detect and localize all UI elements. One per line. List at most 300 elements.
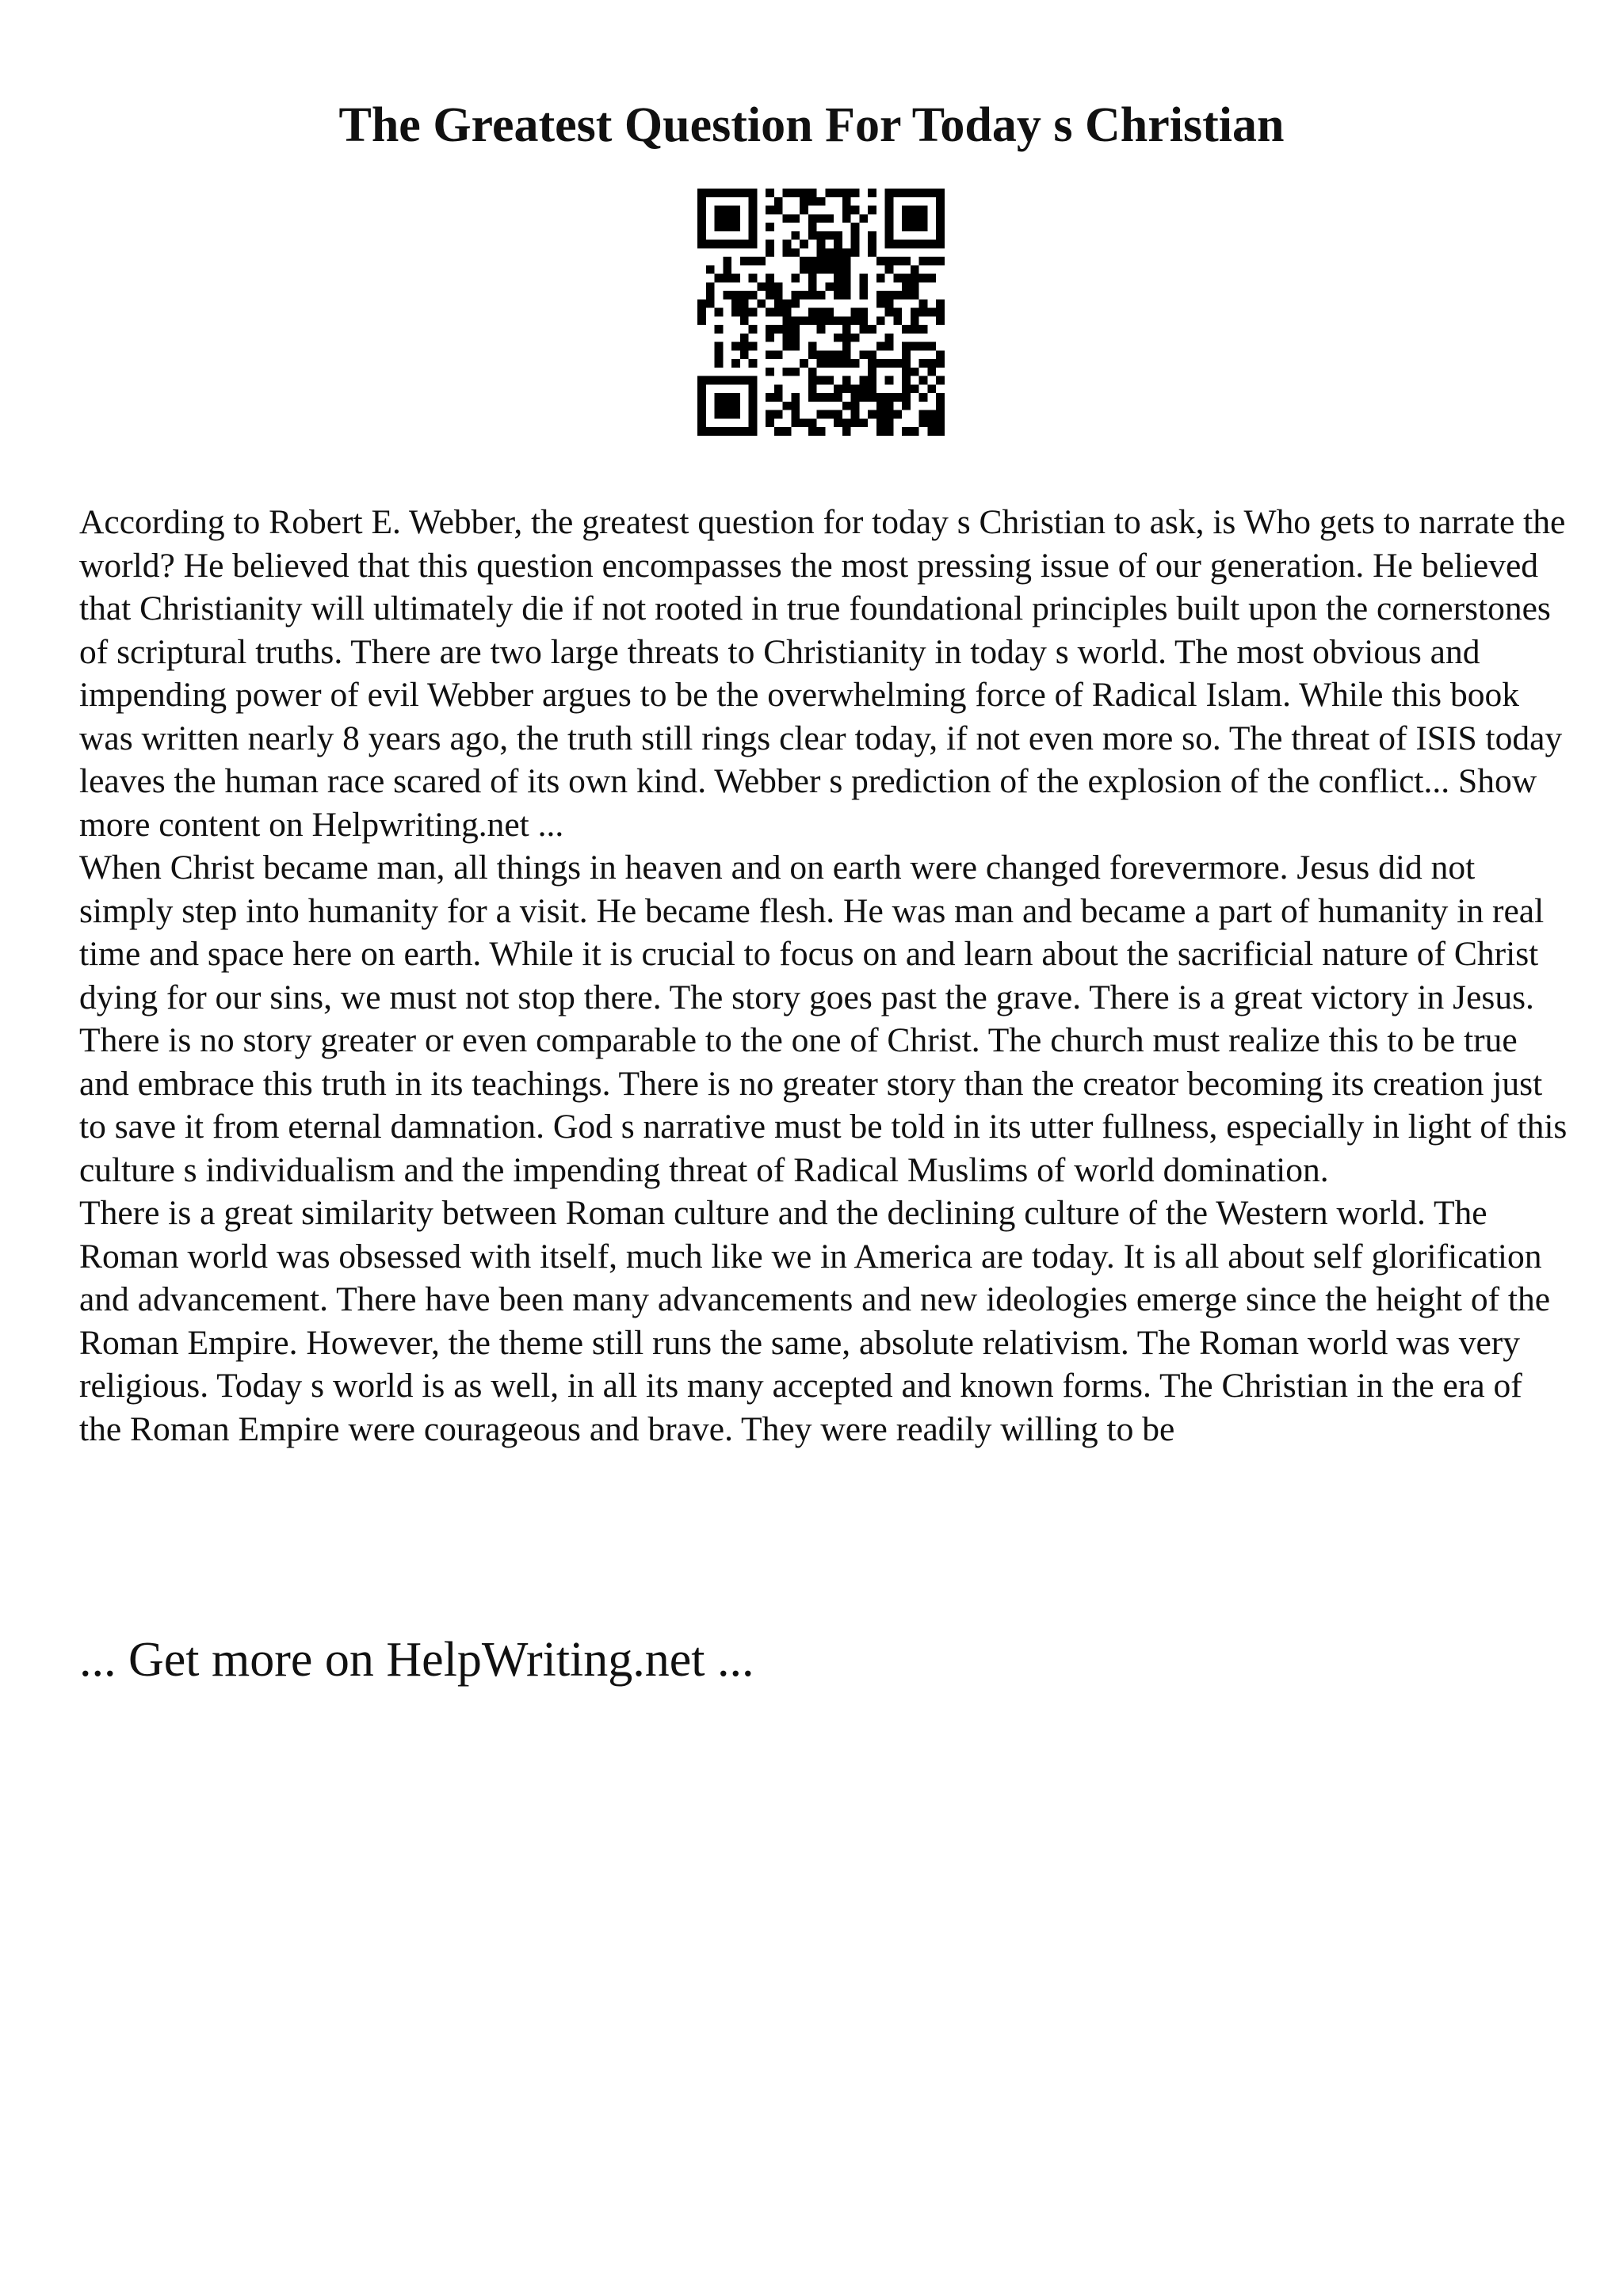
qr-module — [825, 410, 834, 419]
qr-module — [893, 316, 902, 325]
qr-module — [851, 384, 860, 393]
qr-module — [808, 265, 817, 274]
qr-module — [825, 308, 834, 317]
qr-module — [791, 316, 800, 325]
qr-module — [876, 316, 885, 325]
qr-module — [808, 316, 817, 325]
qr-module — [911, 427, 919, 436]
qr-module — [842, 376, 851, 385]
qr-module — [749, 274, 758, 283]
qr-module — [731, 359, 740, 368]
qr-module — [723, 257, 731, 265]
qr-module — [825, 316, 834, 325]
qr-module — [749, 223, 758, 231]
qr-module — [936, 257, 945, 265]
qr-module — [911, 214, 919, 223]
qr-module — [817, 359, 826, 368]
qr-module — [791, 214, 800, 223]
qr-module — [706, 427, 715, 436]
qr-module — [919, 206, 928, 215]
qr-module — [723, 393, 731, 402]
qr-module — [766, 248, 774, 257]
qr-module — [783, 248, 792, 257]
qr-module — [808, 350, 817, 359]
qr-module — [808, 197, 817, 206]
qr-module — [697, 231, 706, 240]
qr-module — [715, 359, 724, 368]
qr-module — [834, 334, 842, 342]
qr-module — [936, 402, 945, 410]
qr-module — [851, 189, 860, 197]
qr-module — [808, 368, 817, 376]
qr-module — [749, 384, 758, 393]
qr-module — [715, 427, 724, 436]
qr-module — [868, 410, 876, 419]
qr-module — [697, 240, 706, 249]
paragraph-2: When Christ became man, all things in heaven and on earth were changed forevermore. Jesus did not simply step into humanity for a visit. He became flesh. He was man and became a part of humanity in real time and space here on earth. While it is crucial to focus on and learn about the sacrificial nature of Christ dying for our sins, we must not stop there. The story goes past the grave. There is a great victory in Jesus. There is no story greater or even comparable to the one of Christ. The church must realize this to be true and embrace this truth in its teachings. There is no greater story than the creator becoming its creation just to save it from eternal damnation. God s narrative must be told in its utter fullness, especially in light of this culture s individualism and the impending threat of Radical Muslims of world domination. — [79, 849, 1568, 1189]
qr-module — [715, 393, 724, 402]
qr-module — [715, 274, 724, 283]
qr-module — [783, 189, 792, 197]
qr-module — [723, 376, 731, 385]
qr-module — [749, 308, 758, 317]
qr-module — [757, 257, 766, 265]
qr-module — [876, 393, 885, 402]
qr-module — [749, 189, 758, 197]
qr-module — [774, 282, 783, 291]
qr-module — [791, 368, 800, 376]
qr-module — [859, 350, 868, 359]
qr-module — [749, 231, 758, 240]
qr-module — [774, 427, 783, 436]
qr-module — [800, 240, 808, 249]
qr-module — [774, 206, 783, 215]
qr-module — [876, 359, 885, 368]
qr-module — [885, 410, 894, 419]
qr-module — [791, 231, 800, 240]
qr-module — [842, 350, 851, 359]
qr-module — [697, 197, 706, 206]
qr-module — [825, 393, 834, 402]
qr-module — [911, 368, 919, 376]
qr-module — [706, 282, 715, 291]
qr-module — [808, 393, 817, 402]
qr-module — [783, 334, 792, 342]
qr-module — [766, 334, 774, 342]
qr-module — [834, 393, 842, 402]
qr-module — [800, 291, 808, 299]
paragraph-1: According to Robert E. Webber, the greatest question for today s Christian to ask, is Who gets to narrate the world? He believed that this question encompasses the most pressing issue of our generation. He believed that Christianity will ultimately die if not rooted in true foundational principles built upon the cornerstones of scriptural truths. There are two large threats to Christianity in today s world. The most obvious and impending power of evil Webber argues to be the overwhelming force of Radical Islam. While this book was written nearly 8 years ago, the truth still rings clear today, if not even more so. The threat of ISIS today leaves the human race scared of its own kind. Webber s prediction of the explosion of the conflict... Show more content on Helpwriting.net ... — [79, 503, 1566, 844]
qr-module — [723, 274, 731, 283]
qr-module — [740, 334, 749, 342]
qr-module — [885, 299, 894, 308]
qr-module — [859, 308, 868, 317]
qr-module — [731, 393, 740, 402]
qr-module — [774, 308, 783, 317]
qr-module — [715, 189, 724, 197]
qr-module — [800, 265, 808, 274]
qr-module — [868, 248, 876, 257]
qr-module — [919, 342, 928, 351]
qr-module — [919, 325, 928, 334]
qr-module — [783, 427, 792, 436]
qr-module — [834, 189, 842, 197]
qr-module — [902, 342, 911, 351]
qr-code-graphic — [697, 189, 945, 436]
qr-module — [808, 427, 817, 436]
qr-module — [697, 427, 706, 436]
qr-module — [808, 214, 817, 223]
qr-module — [808, 308, 817, 317]
qr-module — [697, 206, 706, 215]
qr-module — [697, 376, 706, 385]
qr-module — [842, 206, 851, 215]
qr-module — [817, 257, 826, 265]
qr-module — [740, 376, 749, 385]
qr-module — [876, 299, 885, 308]
qr-module — [774, 197, 783, 206]
qr-module — [791, 274, 800, 283]
qr-module — [902, 350, 911, 359]
qr-module — [697, 214, 706, 223]
qr-module — [766, 274, 774, 283]
qr-module — [731, 410, 740, 419]
qr-module — [868, 376, 876, 385]
qr-module — [885, 427, 894, 436]
qr-module — [834, 248, 842, 257]
qr-module — [731, 376, 740, 385]
qr-module — [825, 350, 834, 359]
qr-module — [911, 384, 919, 393]
qr-module — [893, 308, 902, 317]
qr-module — [902, 206, 911, 215]
qr-module — [902, 282, 911, 291]
qr-module — [731, 214, 740, 223]
qr-module — [842, 359, 851, 368]
qr-module — [749, 240, 758, 249]
qr-module — [817, 316, 826, 325]
qr-module — [731, 206, 740, 215]
qr-module — [868, 384, 876, 393]
qr-module — [842, 257, 851, 265]
qr-module — [936, 189, 945, 197]
qr-module — [800, 197, 808, 206]
qr-module — [902, 223, 911, 231]
qr-module — [936, 299, 945, 308]
qr-module — [715, 325, 724, 334]
qr-module — [842, 342, 851, 351]
qr-module — [706, 376, 715, 385]
qr-module — [902, 384, 911, 393]
qr-module — [825, 257, 834, 265]
qr-module — [783, 299, 792, 308]
qr-module — [766, 418, 774, 427]
qr-module — [851, 231, 860, 240]
qr-module — [766, 325, 774, 334]
qr-module — [893, 359, 902, 368]
qr-module — [876, 257, 885, 265]
qr-module — [936, 316, 945, 325]
qr-module — [885, 376, 894, 385]
qr-module — [868, 206, 876, 215]
qr-module — [749, 427, 758, 436]
qr-module — [911, 308, 919, 317]
qr-module — [927, 410, 936, 419]
qr-module — [817, 231, 826, 240]
qr-module — [902, 257, 911, 265]
qr-module — [697, 393, 706, 402]
qr-module — [936, 197, 945, 206]
qr-module — [911, 274, 919, 283]
qr-module — [868, 231, 876, 240]
qr-module — [791, 325, 800, 334]
qr-module — [697, 223, 706, 231]
qr-module — [808, 223, 817, 231]
qr-module — [885, 265, 894, 274]
qr-module — [842, 265, 851, 274]
qr-module — [842, 274, 851, 283]
qr-module — [834, 359, 842, 368]
qr-module — [817, 308, 826, 317]
qr-module — [902, 393, 911, 402]
qr-module — [766, 308, 774, 317]
qr-module — [885, 214, 894, 223]
qr-module — [851, 359, 860, 368]
qr-module — [791, 342, 800, 351]
qr-module — [791, 248, 800, 257]
qr-module — [808, 342, 817, 351]
qr-module — [808, 418, 817, 427]
qr-module — [825, 189, 834, 197]
qr-module — [842, 189, 851, 197]
qr-module — [834, 265, 842, 274]
qr-module — [927, 342, 936, 351]
qr-module — [731, 308, 740, 317]
qr-module — [927, 257, 936, 265]
qr-module — [911, 189, 919, 197]
qr-module — [731, 427, 740, 436]
qr-module — [723, 265, 731, 274]
qr-module — [927, 368, 936, 376]
qr-module — [902, 402, 911, 410]
qr-module — [834, 316, 842, 325]
qr-module — [706, 189, 715, 197]
qr-module — [911, 206, 919, 215]
qr-module — [808, 231, 817, 240]
qr-module — [902, 214, 911, 223]
qr-module — [715, 308, 724, 317]
get-more-link[interactable]: ... Get more on HelpWriting.net ... — [79, 1633, 754, 1687]
qr-module — [927, 308, 936, 317]
qr-module — [919, 410, 928, 419]
qr-module — [766, 240, 774, 249]
qr-module — [876, 427, 885, 436]
qr-module — [911, 325, 919, 334]
qr-module — [859, 282, 868, 291]
article-body — [79, 501, 1569, 1451]
qr-module — [851, 410, 860, 419]
qr-module — [766, 206, 774, 215]
qr-module — [936, 418, 945, 427]
qr-module — [715, 350, 724, 359]
qr-module — [731, 223, 740, 231]
qr-module — [808, 384, 817, 393]
qr-module — [885, 197, 894, 206]
qr-module — [919, 257, 928, 265]
qr-module — [868, 189, 876, 197]
qr-module — [766, 393, 774, 402]
qr-module — [859, 316, 868, 325]
qr-module — [791, 402, 800, 410]
qr-module — [731, 291, 740, 299]
qr-module — [927, 274, 936, 283]
qr-module — [749, 393, 758, 402]
qr-module — [842, 325, 851, 334]
qr-module — [723, 240, 731, 249]
qr-module — [715, 223, 724, 231]
qr-module — [808, 282, 817, 291]
qr-module — [740, 350, 749, 359]
qr-module — [834, 384, 842, 393]
qr-module — [749, 410, 758, 419]
qr-module — [783, 402, 792, 410]
qr-module — [697, 316, 706, 325]
qr-module — [834, 240, 842, 249]
qr-module — [800, 418, 808, 427]
qr-module — [774, 291, 783, 299]
qr-module — [783, 308, 792, 317]
qr-module — [757, 299, 766, 308]
qr-module — [859, 384, 868, 393]
qr-module — [749, 402, 758, 410]
qr-module — [885, 240, 894, 249]
qr-module — [697, 418, 706, 427]
qr-module — [740, 189, 749, 197]
qr-module — [791, 418, 800, 427]
qr-module — [936, 393, 945, 402]
paragraph-3: There is a great similarity between Roman culture and the declining culture of the Western world. The Roman world was obsessed with itself, much like we in America are today. It is all about self glorification and advancement. There have been many advancements and new ideologies emerge since the height of the Roman Empire. However, the theme still runs the same, absolute relativism. The Roman world was very religious. Today s world is as well, in all its many accepted and known forms. The Christian in the era of the Roman Empire were courageous and brave. They were readily willing to be — [79, 1194, 1551, 1448]
qr-module — [919, 418, 928, 427]
qr-module — [919, 274, 928, 283]
qr-module — [919, 393, 928, 402]
qr-module — [842, 214, 851, 223]
qr-module — [885, 223, 894, 231]
qr-module — [885, 334, 894, 342]
qr-module — [851, 206, 860, 215]
qr-module — [911, 282, 919, 291]
qr-module — [919, 223, 928, 231]
qr-module — [859, 325, 868, 334]
qr-module — [817, 350, 826, 359]
qr-module — [715, 342, 724, 351]
qr-module — [723, 402, 731, 410]
qr-module — [876, 402, 885, 410]
qr-code-icon[interactable] — [697, 189, 945, 436]
qr-module — [715, 206, 724, 215]
qr-module — [868, 240, 876, 249]
qr-module — [927, 189, 936, 197]
qr-module — [749, 325, 758, 334]
qr-module — [885, 308, 894, 317]
qr-module — [834, 231, 842, 240]
qr-module — [936, 350, 945, 359]
qr-module — [791, 334, 800, 342]
qr-module — [800, 206, 808, 215]
qr-module — [902, 189, 911, 197]
qr-module — [859, 376, 868, 385]
qr-module — [927, 418, 936, 427]
qr-module — [902, 376, 911, 385]
qr-module — [706, 240, 715, 249]
qr-module — [697, 384, 706, 393]
qr-module — [911, 223, 919, 231]
qr-module — [876, 342, 885, 351]
qr-module — [723, 189, 731, 197]
qr-module — [731, 274, 740, 283]
qr-module — [723, 223, 731, 231]
qr-module — [936, 359, 945, 368]
qr-module — [859, 274, 868, 283]
qr-module — [783, 240, 792, 249]
qr-module — [851, 240, 860, 249]
qr-module — [842, 384, 851, 393]
qr-module — [791, 299, 800, 308]
qr-module — [834, 418, 842, 427]
qr-module — [834, 274, 842, 283]
qr-module — [817, 376, 826, 385]
qr-module — [842, 402, 851, 410]
qr-module — [876, 410, 885, 419]
qr-module — [842, 291, 851, 299]
qr-module — [851, 418, 860, 427]
qr-module — [783, 316, 792, 325]
qr-module — [740, 427, 749, 436]
qr-module — [774, 299, 783, 308]
qr-module — [783, 368, 792, 376]
qr-module — [842, 197, 851, 206]
qr-module — [723, 214, 731, 223]
qr-module — [936, 410, 945, 419]
qr-module — [740, 316, 749, 325]
qr-module — [868, 359, 876, 368]
qr-module — [774, 393, 783, 402]
qr-module — [893, 291, 902, 299]
qr-module — [936, 214, 945, 223]
qr-module — [885, 189, 894, 197]
qr-module — [919, 189, 928, 197]
qr-module — [791, 189, 800, 197]
qr-module — [731, 299, 740, 308]
qr-module — [817, 248, 826, 257]
qr-module — [911, 240, 919, 249]
qr-module — [791, 410, 800, 419]
qr-module — [876, 291, 885, 299]
qr-module — [774, 350, 783, 359]
qr-module — [774, 384, 783, 393]
qr-module — [851, 248, 860, 257]
qr-module — [766, 189, 774, 197]
qr-module — [715, 240, 724, 249]
qr-module — [715, 214, 724, 223]
qr-module — [936, 206, 945, 215]
qr-module — [936, 308, 945, 317]
qr-module — [885, 393, 894, 402]
qr-module — [927, 240, 936, 249]
qr-module — [885, 291, 894, 299]
qr-module — [715, 376, 724, 385]
qr-module — [817, 197, 826, 206]
qr-module — [919, 299, 928, 308]
